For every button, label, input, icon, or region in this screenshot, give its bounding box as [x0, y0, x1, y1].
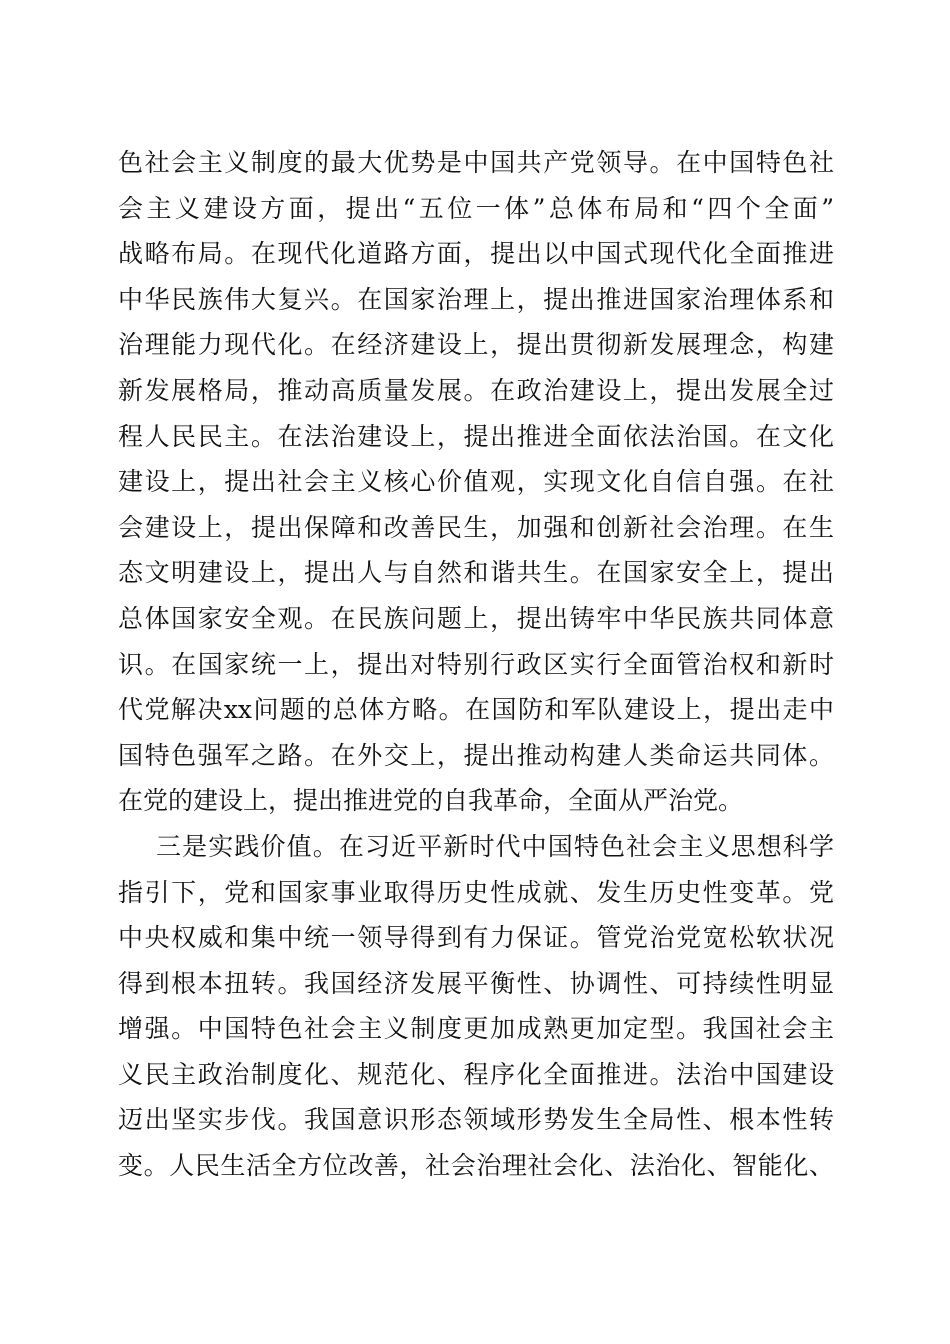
- text-segment: 在习近平新时代中国特色社会主义思想科学: [338, 831, 834, 861]
- text-line: 战略布局。在现代化道路方面，提出以中国式现代化全面推进: [118, 239, 834, 269]
- text-line: 新发展格局，推动高质量发展。在政治建设上，提出发展全过: [118, 375, 834, 405]
- text-line: 会建设上，提出保障和改善民生，加强和创新社会治理。在生: [118, 512, 834, 542]
- text-line: 增强。中国特色社会主义制度更加成熟更加定型。我国社会主: [118, 1014, 834, 1044]
- text-line: 国特色强军之路。在外交上，提出推动构建人类命运共同体。: [118, 740, 834, 770]
- text-line: 变。人民生活全方位改善，社会治理社会化、法治化、智能化、: [118, 1151, 834, 1181]
- text-line: 会主义建设方面，提出“五位一体”总体布局和“四个全面”: [118, 193, 834, 223]
- text-line: 色社会主义制度的最大优势是中国共产党领导。在中国特色社: [118, 148, 834, 177]
- text-line: 义民主政治制度化、规范化、程序化全面推进。法治中国建设: [118, 1059, 834, 1089]
- text-line: 程人民民主。在法治建设上，提出推进全面依法治国。在文化: [118, 421, 834, 451]
- text-line: 得到根本扭转。我国经济发展平衡性、协调性、可持续性明显: [118, 968, 834, 998]
- text-line: 总体国家安全观。在民族问题上，提出铸牢中华民族共同体意: [118, 603, 834, 633]
- body-text: [118, 140, 834, 1189]
- text-line: 迈出坚实步伐。我国意识形态领域形势发生全局性、根本性转: [118, 1105, 834, 1135]
- text-line: 指引下，党和国家事业取得历史性成就、发生历史性变革。党: [118, 877, 834, 907]
- text-line: 态文明建设上，提出人与自然和谐共生。在国家安全上，提出: [118, 558, 834, 588]
- text-line: 在党的建设上，提出推进党的自我革命，全面从严治党。: [118, 786, 744, 816]
- text-line: 建设上，提出社会主义核心价值观，实现文化自信自强。在社: [118, 467, 834, 497]
- text-line: 中华民族伟大复兴。在国家治理上，提出推进国家治理体系和: [118, 284, 834, 314]
- text-line: 治理能力现代化。在经济建设上，提出贯彻新发展理念，构建: [118, 330, 834, 360]
- paragraph-first-line: [118, 824, 834, 870]
- text-line: 代党解决xx问题的总体方略。在国防和军队建设上，提出走中: [118, 695, 834, 725]
- text-line: 识。在国家统一上，提出对特别行政区实行全面管治权和新时: [118, 649, 834, 679]
- section-lead-phrase: 三是实践价值。: [156, 831, 339, 861]
- text-line: 中央权威和集中统一领导得到有力保证。管党治党宽松软状况: [118, 923, 834, 953]
